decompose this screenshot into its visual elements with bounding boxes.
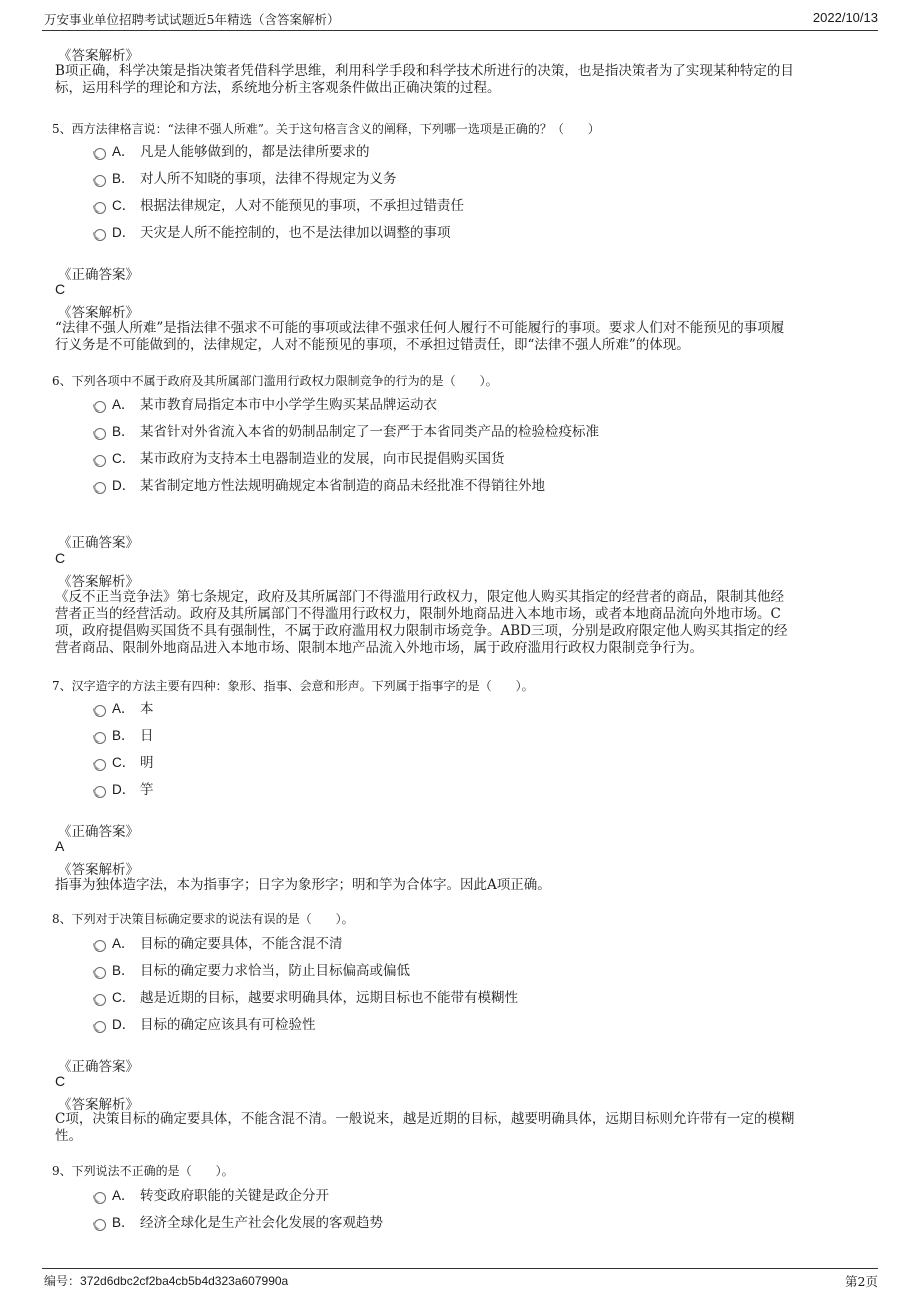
- question-7: 7、汉字造字的方法主要有四种：象形、指事、会意和形声。下列属于指事字的是（ ）。: [52, 679, 534, 693]
- analysis-text: 《反不正当竞争法》第七条规定，政府及其所属部门不得滥用行政权力，限定他人购买其指定的经营者的商品，限制其他经 营者正当的经营活动。政府及其所属部门不得滥用行政权力，限制外地商品进入本地市场，或者本地商品流向外地市场。C 项，政府提倡购买国货不具有强制性，不属于政府滥用权力限制市场竞争。ABD三项，分别是政府限定他人购买其指定的经 营者商品、限制外地商品进入本地市场、限制本地产品流入外地市场，属于政府滥用行政权力限制竞争行为。: [55, 589, 788, 656]
- analysis-text: C项，决策目标的确定要具体，不能含混不清。一般说来，越是近期的目标，越要明确具体，远期目标则允许带有一定的模糊 性。: [55, 1111, 795, 1144]
- analysis-text: 指事为独体造字法，本为指事字；日字为象形字；明和竽为合体字。因此A项正确。: [55, 877, 551, 893]
- correct-answer: C: [55, 281, 66, 297]
- radio-icon[interactable]: [94, 759, 106, 771]
- option-5b[interactable]: B． 对人所不知晓的事项，法律不得规定为义务: [94, 167, 397, 185]
- page-number: 第2页: [845, 1274, 878, 1289]
- correct-answer: A: [55, 838, 65, 854]
- question-6: 6、下列各项中不属于政府及其所属部门滥用行政权力限制竞争的行为的是（ ）。: [52, 374, 498, 388]
- option-6b[interactable]: B． 某省针对外省流入本省的奶制品制定了一套严于本省同类产品的检验检疫标准: [94, 420, 599, 438]
- option-9b[interactable]: B． 经济全球化是生产社会化发展的客观趋势: [94, 1211, 383, 1229]
- correct-answer-label: 《正确答案》: [58, 535, 139, 551]
- correct-answer: C: [55, 1073, 66, 1089]
- radio-icon[interactable]: [94, 148, 106, 160]
- question-8: 8、下列对于决策目标确定要求的说法有误的是（ ）。: [52, 912, 354, 926]
- correct-answer-label: 《正确答案》: [58, 824, 139, 840]
- option-8b[interactable]: B． 目标的确定要力求恰当，防止目标偏高或偏低: [94, 959, 410, 977]
- header-divider: [42, 30, 878, 31]
- option-5d[interactable]: D． 天灾是人所不能控制的，也不是法律加以调整的事项: [94, 221, 451, 239]
- option-6d[interactable]: D． 某省制定地方性法规明确规定本省制造的商品未经批准不得销往外地: [94, 474, 545, 492]
- analysis-text: B项正确，科学决策是指决策者凭借科学思维，利用科学手段和科学技术所进行的决策，也是指决策者为了实现某种特定的目 标，运用科学的理论和方法，系统地分析主客观条件做出正确决策的过程。: [55, 63, 794, 96]
- option-8a[interactable]: A． 目标的确定要具体，不能含混不清: [94, 932, 343, 950]
- radio-icon[interactable]: [94, 732, 106, 744]
- radio-icon[interactable]: [94, 482, 106, 494]
- option-7d[interactable]: D． 竽: [94, 778, 154, 796]
- footer-divider: [42, 1268, 878, 1269]
- radio-icon[interactable]: [94, 175, 106, 187]
- radio-icon[interactable]: [94, 1021, 106, 1033]
- analysis-label: 《答案解析》: [58, 305, 139, 321]
- radio-icon[interactable]: [94, 455, 106, 467]
- analysis-label: 《答案解析》: [58, 862, 139, 878]
- correct-answer-label: 《正确答案》: [58, 1059, 139, 1075]
- option-6a[interactable]: A． 某市教育局指定本市中小学学生购买某品牌运动衣: [94, 393, 437, 411]
- option-5a[interactable]: A． 凡是人能够做到的，都是法律所要求的: [94, 140, 370, 158]
- radio-icon[interactable]: [94, 967, 106, 979]
- radio-icon[interactable]: [94, 229, 106, 241]
- document-code: 编号：372d6dbc2cf2ba4cb5b4d323a607990a: [44, 1274, 289, 1288]
- radio-icon[interactable]: [94, 428, 106, 440]
- radio-icon[interactable]: [94, 1219, 106, 1231]
- option-7b[interactable]: B． 日: [94, 724, 154, 742]
- question-5: 5、西方法律格言说：“法律不强人所难”。关于这句格言含义的阐释，下列哪一选项是正确的？（ ）: [52, 122, 600, 136]
- radio-icon[interactable]: [94, 940, 106, 952]
- radio-icon[interactable]: [94, 202, 106, 214]
- analysis-label: 《答案解析》: [58, 48, 139, 64]
- analysis-text: “法律不强人所难”是指法律不强求不可能的事项或法律不强求任何人履行不可能履行的事项。要求人们对不能预见的事项履 行义务是不可能做到的，法律规定，人对不能预见的事项，不承担过错责任，即“法律不强人所难”的体现。: [55, 320, 785, 353]
- option-7c[interactable]: C． 明: [94, 751, 154, 769]
- radio-icon[interactable]: [94, 401, 106, 413]
- radio-icon[interactable]: [94, 994, 106, 1006]
- option-8d[interactable]: D． 目标的确定应该具有可检验性: [94, 1013, 316, 1031]
- option-5c[interactable]: C． 根据法律规定，人对不能预见的事项，不承担过错责任: [94, 194, 464, 212]
- correct-answer-label: 《正确答案》: [58, 267, 139, 283]
- radio-icon[interactable]: [94, 1192, 106, 1204]
- analysis-label: 《答案解析》: [58, 1097, 139, 1113]
- document-date: 2022/10/13: [812, 10, 878, 25]
- option-9a[interactable]: A． 转变政府职能的关键是政企分开: [94, 1184, 329, 1202]
- option-6c[interactable]: C． 某市政府为支持本土电器制造业的发展，向市民提倡购买国货: [94, 447, 505, 465]
- question-9: 9、下列说法不正确的是（ ）。: [52, 1164, 234, 1178]
- radio-icon[interactable]: [94, 705, 106, 717]
- document-title: 万安事业单位招聘考试试题近5年精选（含答案解析）: [44, 12, 340, 27]
- correct-answer: C: [55, 550, 66, 566]
- option-8c[interactable]: C． 越是近期的目标，越要求明确具体，远期目标也不能带有模糊性: [94, 986, 518, 1004]
- analysis-label: 《答案解析》: [58, 574, 139, 590]
- radio-icon[interactable]: [94, 786, 106, 798]
- option-7a[interactable]: A． 本: [94, 697, 154, 715]
